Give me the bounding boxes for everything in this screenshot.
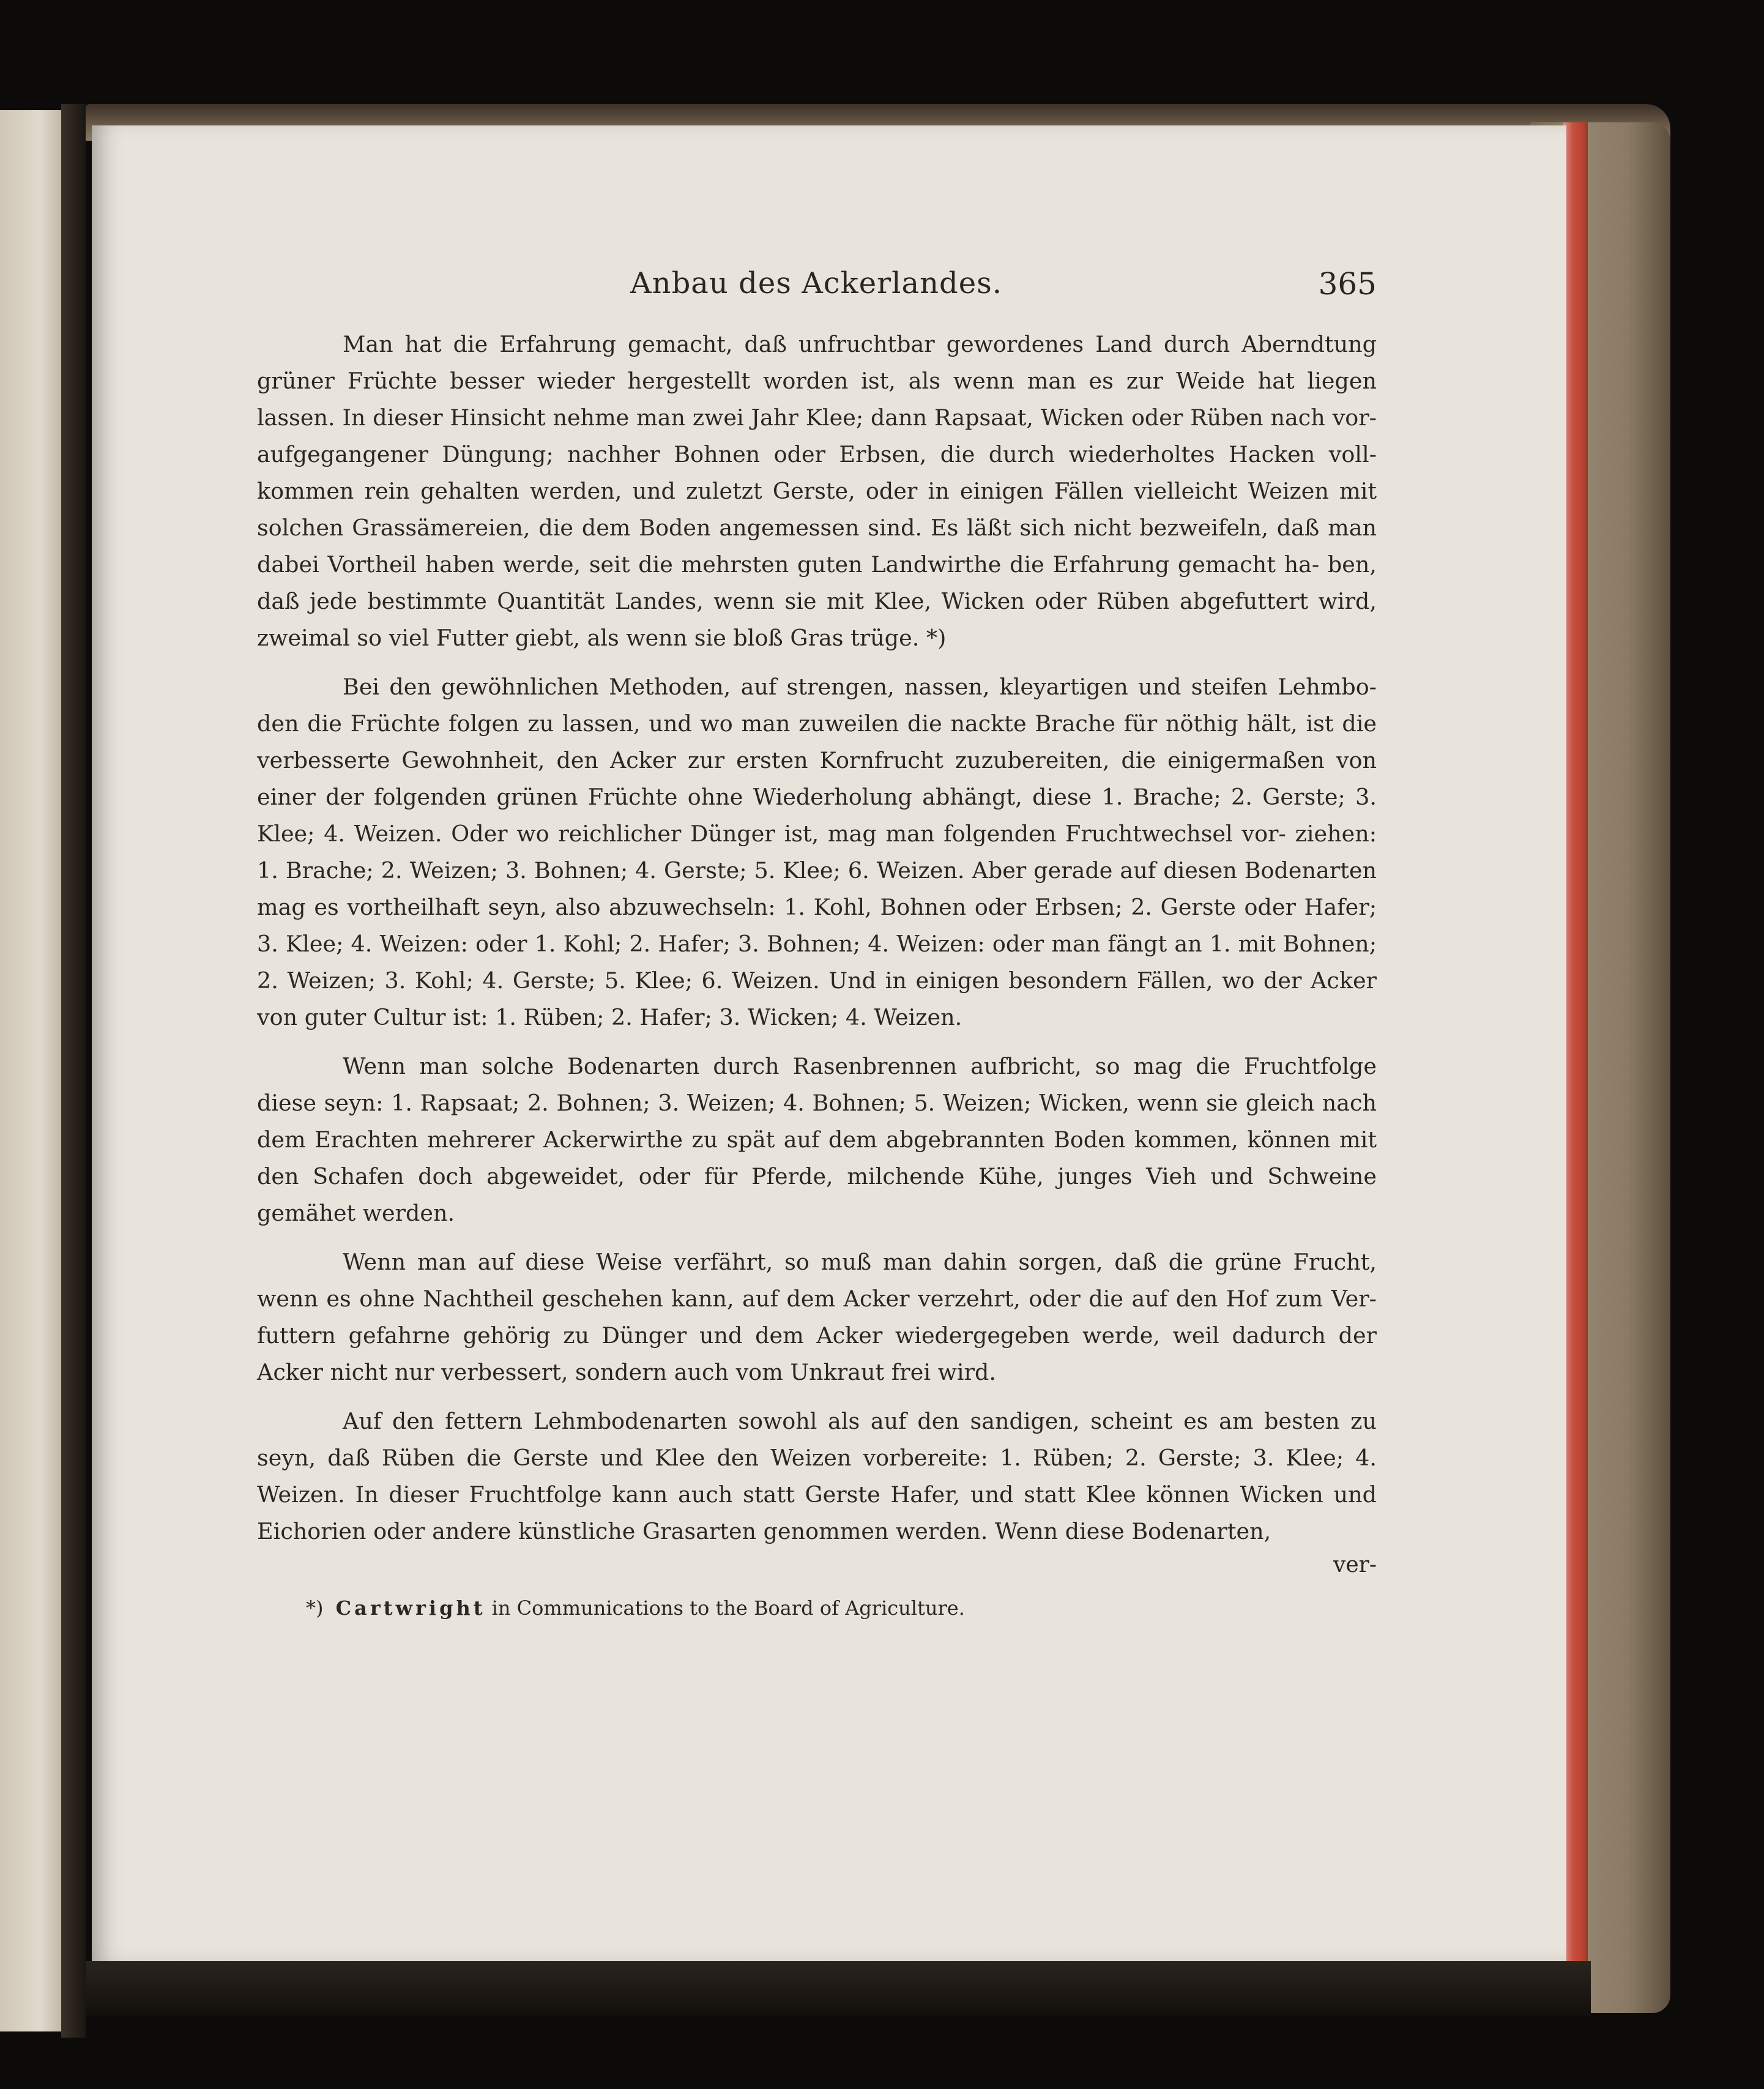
gutter-shadow	[61, 104, 86, 2038]
footnote-author: Cartwright	[335, 1596, 486, 1620]
running-head	[257, 266, 1377, 321]
running-head-title: Anbau des Ackerlandes.	[630, 266, 1003, 300]
facing-page-edge	[0, 110, 67, 2031]
catchword: ver-	[1333, 1552, 1377, 1577]
paragraph-2: Bei den gewöhnlichen Methoden, auf strengen, nassen, kleyartigen und steifen Lehmbo- den die Früchte folgen zu lassen, und wo man zuweilen die nackte Brache für nöthig hält, ist die verbesserte Gewohnheit, den Acker zur ersten Kornfrucht zuzubereiten, die einigermaßen von einer der folgenden grünen Früchte ohne Wiederholung abhängt, diese 1. Brache; 2. Gerste; 3. Klee; 4. Weizen. Oder wo reichlicher Dünger ist, mag man folgenden Fruchtwechsel vor- ziehen: 1. Brache; 2. Weizen; 3. Bohnen; 4. Gerste; 5. Klee; 6. Weizen. Aber gerade auf diesen Bodenarten mag es vortheilhaft seyn, also abzuwechseln: 1. Kohl, Bohnen oder Erbsen; 2. Gerste oder Hafer; 3. Klee; 4. Weizen: oder 1. Kohl; 2. Hafer; 3. Bohnen; 4. Weizen: oder man fängt an 1. mit Bohnen; 2. Weizen; 3. Kohl; 4. Gerste; 5. Klee; 6. Weizen. Und in einigen besondern Fällen, wo der Acker von guter Cultur ist: 1. Rüben; 2. Hafer; 3. Wicken; 4. Weizen.	[257, 674, 1377, 1030]
paragraph-1: Man hat die Erfahrung gemacht, daß unfruchtbar gewordenes Land durch Aberndtung grüner Früchte besser wieder hergestellt worden ist, als wenn man es zur Weide hat liegen lassen. In dieser Hinsicht nehme man zwei Jahr Klee; dann Rapsaat, Wicken oder Rüben nach vor- aufgegangener Düngung; nachher Bohnen oder Erbsen, die durch wiederholtes Hacken voll- kommen rein gehalten werden, und zuletzt Gerste, oder in einigen Fällen vielleicht Weizen mit solchen Grassämereien, die dem Boden angemessen sind. Es läßt sich nicht bezweifeln, daß man dabei Vortheil haben werde, seit die mehrsten guten Landwirthe die Erfahrung gemacht ha- ben, daß jede bestimmte Quantität Landes, wenn sie mit Klee, Wicken oder Rüben abgefuttert wird, zweimal so viel Futter giebt, als wenn sie bloß Gras trüge. *)	[257, 331, 1377, 651]
footnote	[257, 1594, 1377, 1622]
footnote-text: in Communications to the Board of Agriculture.	[491, 1596, 965, 1620]
text-block	[257, 266, 1377, 1622]
paragraph-3: Wenn man solche Bodenarten durch Rasenbrennen aufbricht, so mag die Fruchtfolge diese seyn: 1. Rapsaat; 2. Bohnen; 3. Weizen; 4. Bohnen; 5. Weizen; Wicken, wenn sie gleich nach dem Erachten mehrerer Ackerwirthe zu spät auf dem abgebrannten Boden kommen, können mit den Schafen doch abgeweidet, oder für Pferde, milchende Kühe, junges Vieh und Schweine gemähet werden.	[257, 1053, 1377, 1226]
footnote-mark: *)	[306, 1596, 324, 1620]
page-bottom-shadow	[86, 1961, 1591, 2016]
page-number: 365	[1318, 266, 1377, 302]
paragraph-4: Wenn man auf diese Weise verfährt, so muß man dahin sorgen, daß die grüne Frucht, wenn es ohne Nachtheil geschehen kann, auf dem Acker verzehrt, oder die auf den Hof zum Ver- futtern gefahrne gehörig zu Dünger und dem Acker wiedergegeben werde, weil dadurch der Acker nicht nur verbessert, sondern auch vom Unkraut frei wird.	[257, 1249, 1377, 1385]
book-page	[92, 125, 1566, 1961]
red-page-edges	[1563, 122, 1588, 1964]
paragraph-5: Auf den fettern Lehmbodenarten sowohl als auf den sandigen, scheint es am besten zu seyn, daß Rüben die Gerste und Klee den Weizen vorbereite: 1. Rüben; 2. Gerste; 3. Klee; 4. Weizen. In dieser Fruchtfolge kann auch statt Gerste Hafer, und statt Klee können Wicken und Eichorien oder andere künstliche Grasarten genommen werden. Wenn diese Bodenarten,	[257, 1408, 1377, 1544]
